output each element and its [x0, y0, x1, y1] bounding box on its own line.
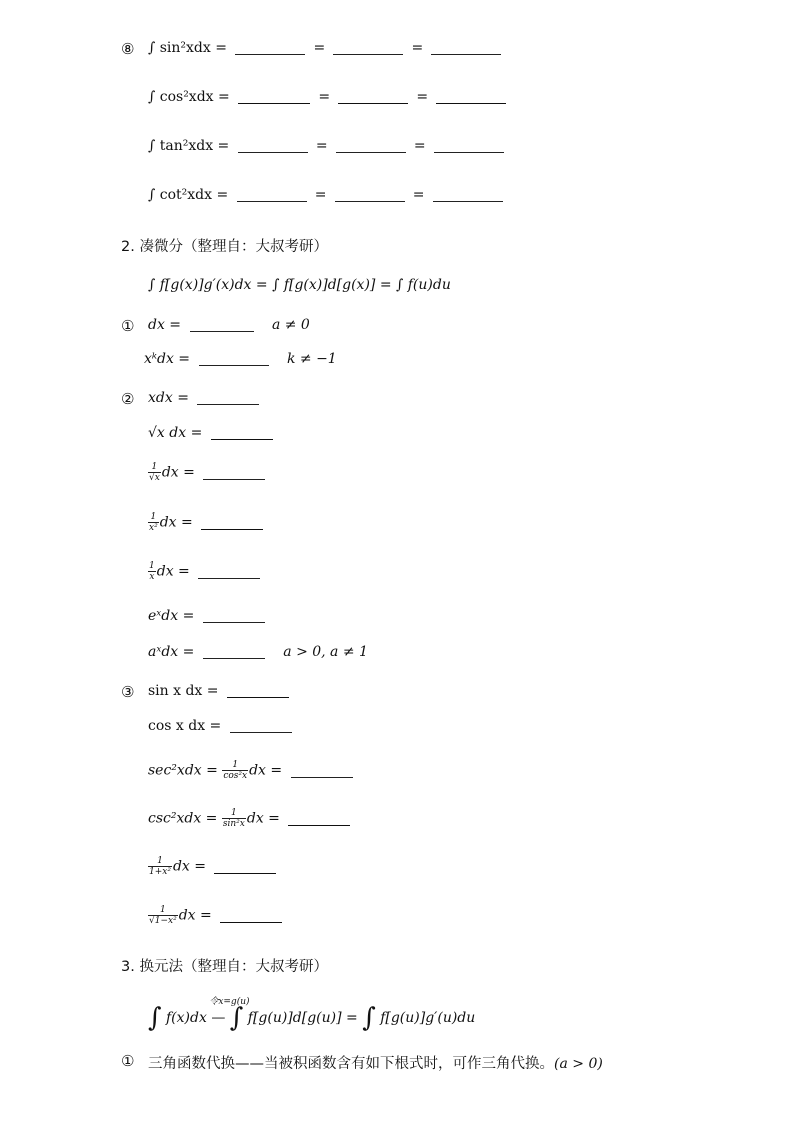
fraction: $\frac{1}{\text{cos²x}}$ [223, 760, 248, 781]
cosx-dx-row [148, 718, 292, 734]
dx-eq: dx = [246, 810, 280, 827]
answer-blank[interactable] [203, 479, 265, 480]
note-condition: (a > 0) [554, 1056, 603, 1072]
answer-blank[interactable] [336, 152, 406, 153]
row-lhs: ∫ sin²xdx = [148, 40, 227, 56]
inv-sqrtx-dx-row [148, 462, 265, 483]
integral-row-cot2 [148, 187, 503, 203]
answer-blank[interactable] [220, 922, 282, 923]
integral-row-cos2 [148, 89, 506, 105]
row-lhs: eˣdx = [148, 608, 195, 624]
section-heading-substitution-differential: 2. 凑微分（整理自：大叔考研） [121, 239, 328, 255]
condition: k ≠ −1 [286, 351, 337, 367]
dx-eq: dx = [249, 762, 283, 779]
section-heading-change-of-variable: 3. 换元法（整理自：大叔考研） [121, 959, 328, 975]
equals-sign: = [313, 40, 326, 56]
answer-blank[interactable] [288, 825, 350, 826]
condition: a ≠ 0 [271, 317, 310, 333]
fraction: $\frac{1}{√x}$ [149, 462, 160, 483]
inv-x2-dx-row [148, 512, 263, 533]
equals-sign: = [413, 138, 426, 154]
xk-dx-row [144, 351, 337, 367]
csc2-dx-row [148, 808, 350, 829]
xdx-row [148, 390, 259, 406]
row-lhs: cos x dx = [148, 718, 222, 734]
row-lhs: √x dx = [148, 425, 203, 441]
sinx-dx-row [148, 683, 289, 699]
answer-blank[interactable] [199, 365, 269, 366]
answer-blank[interactable] [203, 622, 265, 623]
row-lhs: sin x dx = [148, 683, 219, 699]
fraction: $\frac{1}{\text{√1−x²}}$ [149, 905, 177, 926]
ex-dx-row [148, 608, 265, 624]
answer-blank[interactable] [238, 103, 310, 104]
integral-sign: ∫ [229, 1003, 244, 1033]
equals-sign: = [411, 40, 424, 56]
answer-blank[interactable] [291, 777, 353, 778]
answer-blank[interactable] [198, 578, 260, 579]
equals-sign: = [315, 138, 328, 154]
equals-sign: = [314, 187, 327, 203]
integral-sign: ∫ [148, 1003, 162, 1033]
row-lhs: xᵏdx = [144, 351, 191, 367]
item-marker-2: ② [121, 390, 135, 408]
answer-blank[interactable] [335, 201, 405, 202]
trig-substitution-note [148, 1052, 603, 1073]
answer-blank[interactable] [433, 201, 503, 202]
condition: a > 0, a ≠ 1 [283, 644, 368, 660]
row-lhs: ∫ cot²xdx = [148, 187, 229, 203]
answer-blank[interactable] [201, 529, 263, 530]
item-marker-3: ③ [121, 683, 135, 701]
item-marker-8: ⑧ [121, 40, 135, 58]
inv-sqrt1mx2-dx-row [148, 905, 282, 926]
integral-row-tan2 [148, 138, 504, 154]
formula-left: f(x)dx [166, 1010, 207, 1026]
item-marker-1: ① [121, 317, 135, 335]
answer-blank[interactable] [211, 439, 273, 440]
row-lhs: dx = [148, 317, 182, 333]
integral-row-sin2 [148, 40, 501, 56]
substitution-formula [148, 997, 476, 1033]
sqrtx-dx-row [148, 425, 273, 441]
answer-blank[interactable] [203, 658, 265, 659]
formula-mid: f[g(u)]d[g(u)] = [247, 1010, 358, 1026]
answer-blank[interactable] [235, 54, 305, 55]
answer-blank[interactable] [436, 103, 506, 104]
fraction: $\frac{1}{\text{1+x²}}$ [149, 856, 171, 877]
dx-row [148, 317, 310, 333]
answer-blank[interactable] [333, 54, 403, 55]
answer-blank[interactable] [238, 152, 308, 153]
dx-eq: dx = [159, 514, 193, 531]
row-lhs: csc²xdx = [148, 810, 218, 827]
equals-sign: = [412, 187, 425, 203]
answer-blank[interactable] [338, 103, 408, 104]
chain-rule-formula: ∫ f[g(x)]g′(x)dx = ∫ f[g(x)]d[g(x)] = ∫ f(u)du [148, 277, 451, 293]
formula-right: f[g(u)]g′(u)du [380, 1010, 476, 1026]
note-text: 三角函数代换——当被积函数含有如下根式时，可作三角代换。 [148, 1056, 554, 1072]
fraction: $\frac{1}{\text{x²}}$ [149, 512, 158, 533]
ax-dx-row [148, 644, 368, 660]
substitution-arrow: 令x=g(u) — [211, 1010, 225, 1026]
answer-blank[interactable] [434, 152, 504, 153]
equals-sign: = [416, 89, 429, 105]
row-lhs: aˣdx = [148, 644, 195, 660]
fraction: $\frac{1}{x}$ [149, 561, 155, 582]
row-lhs: sec²xdx = [148, 762, 218, 779]
sec2-dx-row [148, 760, 353, 781]
dx-eq: dx = [156, 563, 190, 580]
equals-sign: = [318, 89, 331, 105]
answer-blank[interactable] [214, 873, 276, 874]
item-marker-1b: ① [121, 1052, 135, 1070]
answer-blank[interactable] [237, 201, 307, 202]
answer-blank[interactable] [230, 732, 292, 733]
answer-blank[interactable] [190, 331, 254, 332]
integral-sign: ∫ [362, 1003, 376, 1033]
inv-1px2-dx-row [148, 856, 276, 877]
answer-blank[interactable] [227, 697, 289, 698]
fraction: $\frac{1}{\text{sin²x}}$ [222, 808, 245, 829]
answer-blank[interactable] [197, 404, 259, 405]
row-lhs: ∫ tan²xdx = [148, 138, 230, 154]
substitution-label: 令x=g(u) [209, 997, 250, 1007]
dx-eq: dx = [161, 464, 195, 481]
inv-x-dx-row [148, 561, 260, 582]
row-lhs: xdx = [148, 390, 189, 406]
dx-eq: dx = [172, 858, 206, 875]
answer-blank[interactable] [431, 54, 501, 55]
dx-eq: dx = [178, 907, 212, 924]
row-lhs: ∫ cos²xdx = [148, 89, 230, 105]
